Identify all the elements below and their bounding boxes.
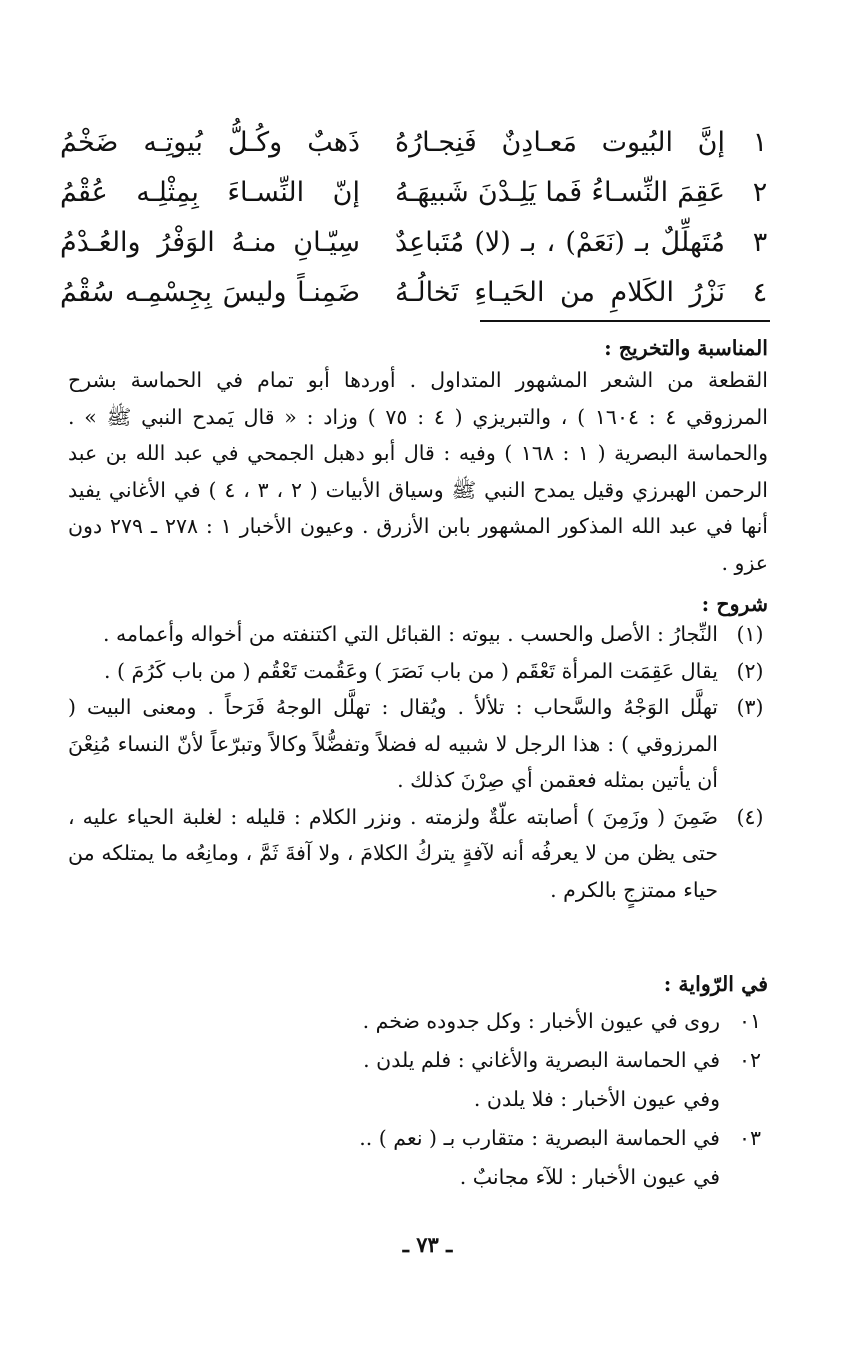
sources-section: [68, 336, 768, 581]
variants-heading: في الرّواية :: [663, 972, 768, 996]
verse-second-hemistich: إنّ النِّسـاءَ بِمِثْلِـه عُقْمُ: [60, 177, 360, 208]
verse-first-hemistich: إنَّ البُيوت مَعـادِنٌ فَنِجـارُهُ: [395, 127, 725, 158]
sources-text: القطعة من الشعر المشهور المتداول . أوردها أبو تمام في الحماسة بشرح المرزوقي ٤ : ١٦٠٤ ) ، والتبريزي ( ٤ : ٧٥ ) وزاد : « قال يَمدح النبي ﷺ » . والحماسة البصرية ( ١ : ١٦٨ ) وفيه : قال أبو دهبل الجمحي في عبد الله بن عبد الرحمن الهبرزي وقيل يمدح النبي ﷺ وسياق الأبيات ( ٢ ، ٣ ، ٤ ) في الأغاني يفيد أنها في عبد الله المذكور المشهور بابن الأزرق . وعيون الأخبار ١ : ٢٧٨ ـ ٢٧٩ دون عزو .: [68, 368, 769, 575]
note-item: [68, 616, 768, 653]
note-number: (٢): [736, 658, 764, 683]
verse-first-hemistich: مُتَهلِّلٌ بـ (نَعَمْ) ، بـ (لا) مُتَباعِدٌ: [395, 227, 725, 258]
variant-line: في عيون الأخبار : للآء مجانبٌ .: [459, 1165, 720, 1189]
variants-section: [68, 972, 768, 1197]
poem: [60, 118, 775, 318]
variant-line: وفي عيون الأخبار : فلا يلدن .: [473, 1087, 720, 1111]
verse: [60, 218, 775, 268]
note-text: ضَمِنَ ( وزَمِنَ ) أصابته علّةٌ ولزمته . ونزر الكلام : قليله : لغلبة الحياء عليه ، حتى يظن من لا يعرفُه أنه لآفةٍ يتركُ الكلامَ ، ولا آفةَ ثَمَّ ، ومانِعُه ما يمتلكه من حياء ممتزجٍ بالكرم .: [68, 804, 718, 902]
verse-number: ٤: [752, 277, 768, 308]
note-text: تهلَّل الوَجْهُ والسَّحاب : تلألأ . ويُقال : تهلَّل الوجهُ فَرَحاً . ومعنى البيت ( المرزوقي ) : هذا الرجل لا شبيه له فضلاً وتفضُّلاً وكالاً وتبرّعاً لأنّ النساء مُنِعْنَ أن يأتين بمثله فعقمن أي صِرْنَ كذلك .: [68, 695, 718, 792]
page-number: ـ ٧٣ ـ: [402, 1232, 453, 1257]
variant-item: [68, 1041, 768, 1119]
verse: [60, 168, 775, 218]
verse-first-hemistich: نَزْرُ الكَلامِ من الحَيـاءِ تَخالُـهُ: [395, 277, 725, 308]
section-divider: [480, 320, 770, 322]
verse-second-hemistich: ضَمِنـاً وليسَ بِجِسْمِـه سُقْمُ: [60, 277, 360, 308]
variant-line: في الحماسة البصرية : متقارب بـ ( نعم ) ..: [359, 1126, 720, 1150]
variant-line: في الحماسة البصرية والأغاني : فلم يلدن .: [363, 1048, 720, 1072]
verse: [60, 268, 775, 318]
notes-heading: شروح :: [701, 592, 768, 616]
verse-second-hemistich: سِيّـانِ منـهُ الوَفْرُ والعُـدْمُ: [60, 227, 360, 258]
verse-second-hemistich: ذَهبٌ وكُـلُّ بُيوتِـه ضَخْمُ: [60, 127, 360, 158]
note-item: [68, 653, 768, 690]
note-text: يقال عَقِمَت المرأة تَعْقَم ( من باب نَصَرَ ) وعَقُمت تَعْقُم ( من باب كَرُمَ ) .: [103, 658, 718, 683]
note-text: النِّجارُ : الأصل والحسب . بيوته : القبائل التي اكتنفته من أخواله وأعمامه .: [103, 622, 718, 646]
verse-number: ٣: [752, 227, 768, 258]
variant-number: ٠٣: [738, 1126, 762, 1150]
verse: [60, 118, 775, 168]
variant-item: [68, 1002, 768, 1041]
variant-number: ٠١: [738, 1009, 762, 1033]
note-number: (١): [736, 622, 764, 646]
sources-heading: المناسبة والتخريج :: [604, 336, 768, 360]
note-item: [68, 689, 768, 799]
note-number: (٣): [736, 695, 764, 719]
variant-line: روى في عيون الأخبار : وكل جدوده ضخم .: [362, 1009, 720, 1033]
verse-first-hemistich: عَقِمَ النِّسـاءُ فَما يَلِـدْنَ شَبيهَـهُ: [395, 177, 725, 208]
notes-section: [68, 592, 768, 908]
variant-item: [68, 1119, 768, 1197]
note-item: [68, 799, 768, 909]
verse-number: ١: [752, 127, 768, 158]
variant-number: ٠٢: [738, 1048, 762, 1072]
note-number: (٤): [736, 804, 764, 829]
verse-number: ٢: [752, 177, 768, 208]
